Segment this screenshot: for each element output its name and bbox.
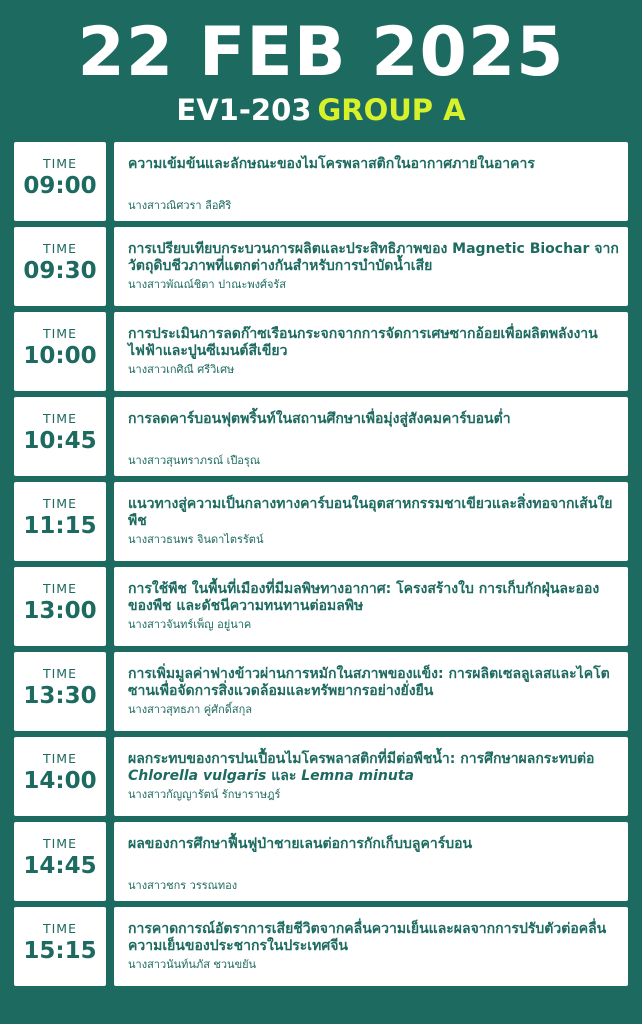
time-box xyxy=(14,227,106,306)
time-box xyxy=(14,567,106,646)
session-title: การเพิ่มมูลค่าฟางข้าวผ่านการหมักในสภาพของแข็ง: การผลิตเซลลูเลสและไคโตซานเพื่อจัดการสิ่งแวดล้อมและทรัพยากรอย่างยั่งยืน xyxy=(128,666,610,699)
session-title: แนวทางสู่ความเป็นกลางทางคาร์บอนในอุตสาหกรรมชาเขียวและสิ่งทอจากเส้นใยพืช xyxy=(128,496,613,529)
session-card xyxy=(114,907,628,986)
time-box xyxy=(14,482,106,561)
presenter-name: นางสาวชกร วรรณทอง xyxy=(128,879,238,892)
time-box xyxy=(14,652,106,731)
time-value: 11:15 xyxy=(23,513,97,539)
presenter-name: นางสาวณิศวรา ลือศิริ xyxy=(128,199,232,212)
session-title-text: และ xyxy=(266,768,302,784)
session-card xyxy=(114,142,628,221)
time-label: TIME xyxy=(42,836,77,851)
schedule-row xyxy=(14,907,628,986)
session-title xyxy=(128,751,622,785)
session-card xyxy=(114,737,628,816)
session-title: การเปรียบเทียบกระบวนการผลิตและประสิทธิภาพของ Magnetic Biochar จากวัตถุดิบชีวภาพที่แตกต่างกันสำหรับการบำบัดน้ำเสีย xyxy=(128,241,619,274)
time-value: 09:30 xyxy=(23,258,97,284)
presenter-name: นางสาวนันท์นภัส ชวนขยัน xyxy=(128,958,257,971)
session-title: การประเมินการลดก๊าซเรือนกระจกจากการจัดการเศษซากอ้อยเพื่อผลิตพลังงานไฟฟ้าและปูนซีเมนต์สีเขียว xyxy=(128,326,598,359)
schedule-row xyxy=(14,397,628,476)
time-label: TIME xyxy=(42,496,77,511)
session-card xyxy=(114,227,628,306)
time-label: TIME xyxy=(42,751,77,766)
presenter-name: นางสาวพัณณ์ชิตา ปาณะพงศ์จรัส xyxy=(128,278,287,291)
session-title: ผลของการศึกษาฟื้นฟูป่าชายเลนต่อการกักเก็บบลูคาร์บอน xyxy=(128,836,473,852)
time-value: 09:00 xyxy=(23,173,97,199)
time-value: 14:00 xyxy=(23,768,97,794)
session-card xyxy=(114,482,628,561)
event-date: 22 FEB 2025 xyxy=(77,13,565,92)
schedule-row xyxy=(14,567,628,646)
time-label: TIME xyxy=(42,326,77,341)
presenter-name: นางสาวสุทธภา คู่ศักดิ์สกุล xyxy=(128,703,252,716)
event-subtitle xyxy=(0,90,642,130)
species-name: Lemna minuta xyxy=(301,768,415,784)
time-box xyxy=(14,142,106,221)
session-title: การคาดการณ์อัตราการเสียชีวิตจากคลื่นความเย็นและผลจากการปรับตัวต่อคลื่นความเย็นของประชากรในประเทศจีน xyxy=(128,921,607,954)
presenter-name: นางสาวธนพร จินดาไตรรัตน์ xyxy=(128,533,264,546)
session-card xyxy=(114,822,628,901)
time-label: TIME xyxy=(42,666,77,681)
session-title: การลดคาร์บอนฟุตพริ้นท์ในสถานศึกษาเพื่อมุ่งสู่สังคมคาร์บอนต่ำ xyxy=(128,411,511,427)
time-box xyxy=(14,397,106,476)
group-name: GROUP A xyxy=(317,93,466,127)
header xyxy=(0,0,642,140)
session-title: ความเข้มข้นและลักษณะของไมโครพลาสติกในอากาศภายในอาคาร xyxy=(128,156,535,172)
schedule-row xyxy=(14,312,628,391)
time-label: TIME xyxy=(42,411,77,426)
schedule-row xyxy=(14,652,628,731)
presenter-name: นางสาวเกศิณี ศรีวิเศษ xyxy=(128,363,235,376)
schedule-row xyxy=(14,482,628,561)
room-code: EV1-203 xyxy=(176,93,312,127)
presenter-name: นางสาวจันทร์เพ็ญ อยู่นาค xyxy=(128,618,252,631)
schedule-row xyxy=(14,822,628,901)
time-box xyxy=(14,312,106,391)
session-card xyxy=(114,397,628,476)
session-card xyxy=(114,312,628,391)
schedule-row xyxy=(14,142,628,221)
schedule-row xyxy=(14,737,628,816)
time-label: TIME xyxy=(42,241,77,256)
time-label: TIME xyxy=(42,581,77,596)
time-box xyxy=(14,822,106,901)
time-value: 14:45 xyxy=(23,853,97,879)
time-label: TIME xyxy=(42,156,77,171)
species-name: Chlorella vulgaris xyxy=(128,768,267,784)
schedule-row xyxy=(14,227,628,306)
time-label: TIME xyxy=(42,921,77,936)
session-card xyxy=(114,567,628,646)
time-box xyxy=(14,737,106,816)
presenter-name: นางสาวสุนทราภรณ์ เปือรุณ xyxy=(128,454,261,467)
presenter-name: นางสาวกัญญารัตน์ รักษาราษฎร์ xyxy=(128,788,281,801)
session-card xyxy=(114,652,628,731)
time-value: 15:15 xyxy=(23,938,97,964)
time-value: 10:45 xyxy=(23,428,97,454)
time-value: 13:30 xyxy=(23,683,97,709)
time-value: 10:00 xyxy=(23,343,97,369)
time-box xyxy=(14,907,106,986)
session-title-text: ผลกระทบของการปนเปื้อนไมโครพลาสติกที่มีต่อพืชน้ำ: การศึกษาผลกระทบต่อ xyxy=(128,751,595,767)
session-title: การใช้พืช ในพื้นที่เมืองที่มีมลพิษทางอากาศ: โครงสร้างใบ การเก็บกักฝุ่นละอองของพืช และดัชนีความทนทานต่อมลพิษ xyxy=(128,581,600,614)
time-value: 13:00 xyxy=(23,598,97,624)
